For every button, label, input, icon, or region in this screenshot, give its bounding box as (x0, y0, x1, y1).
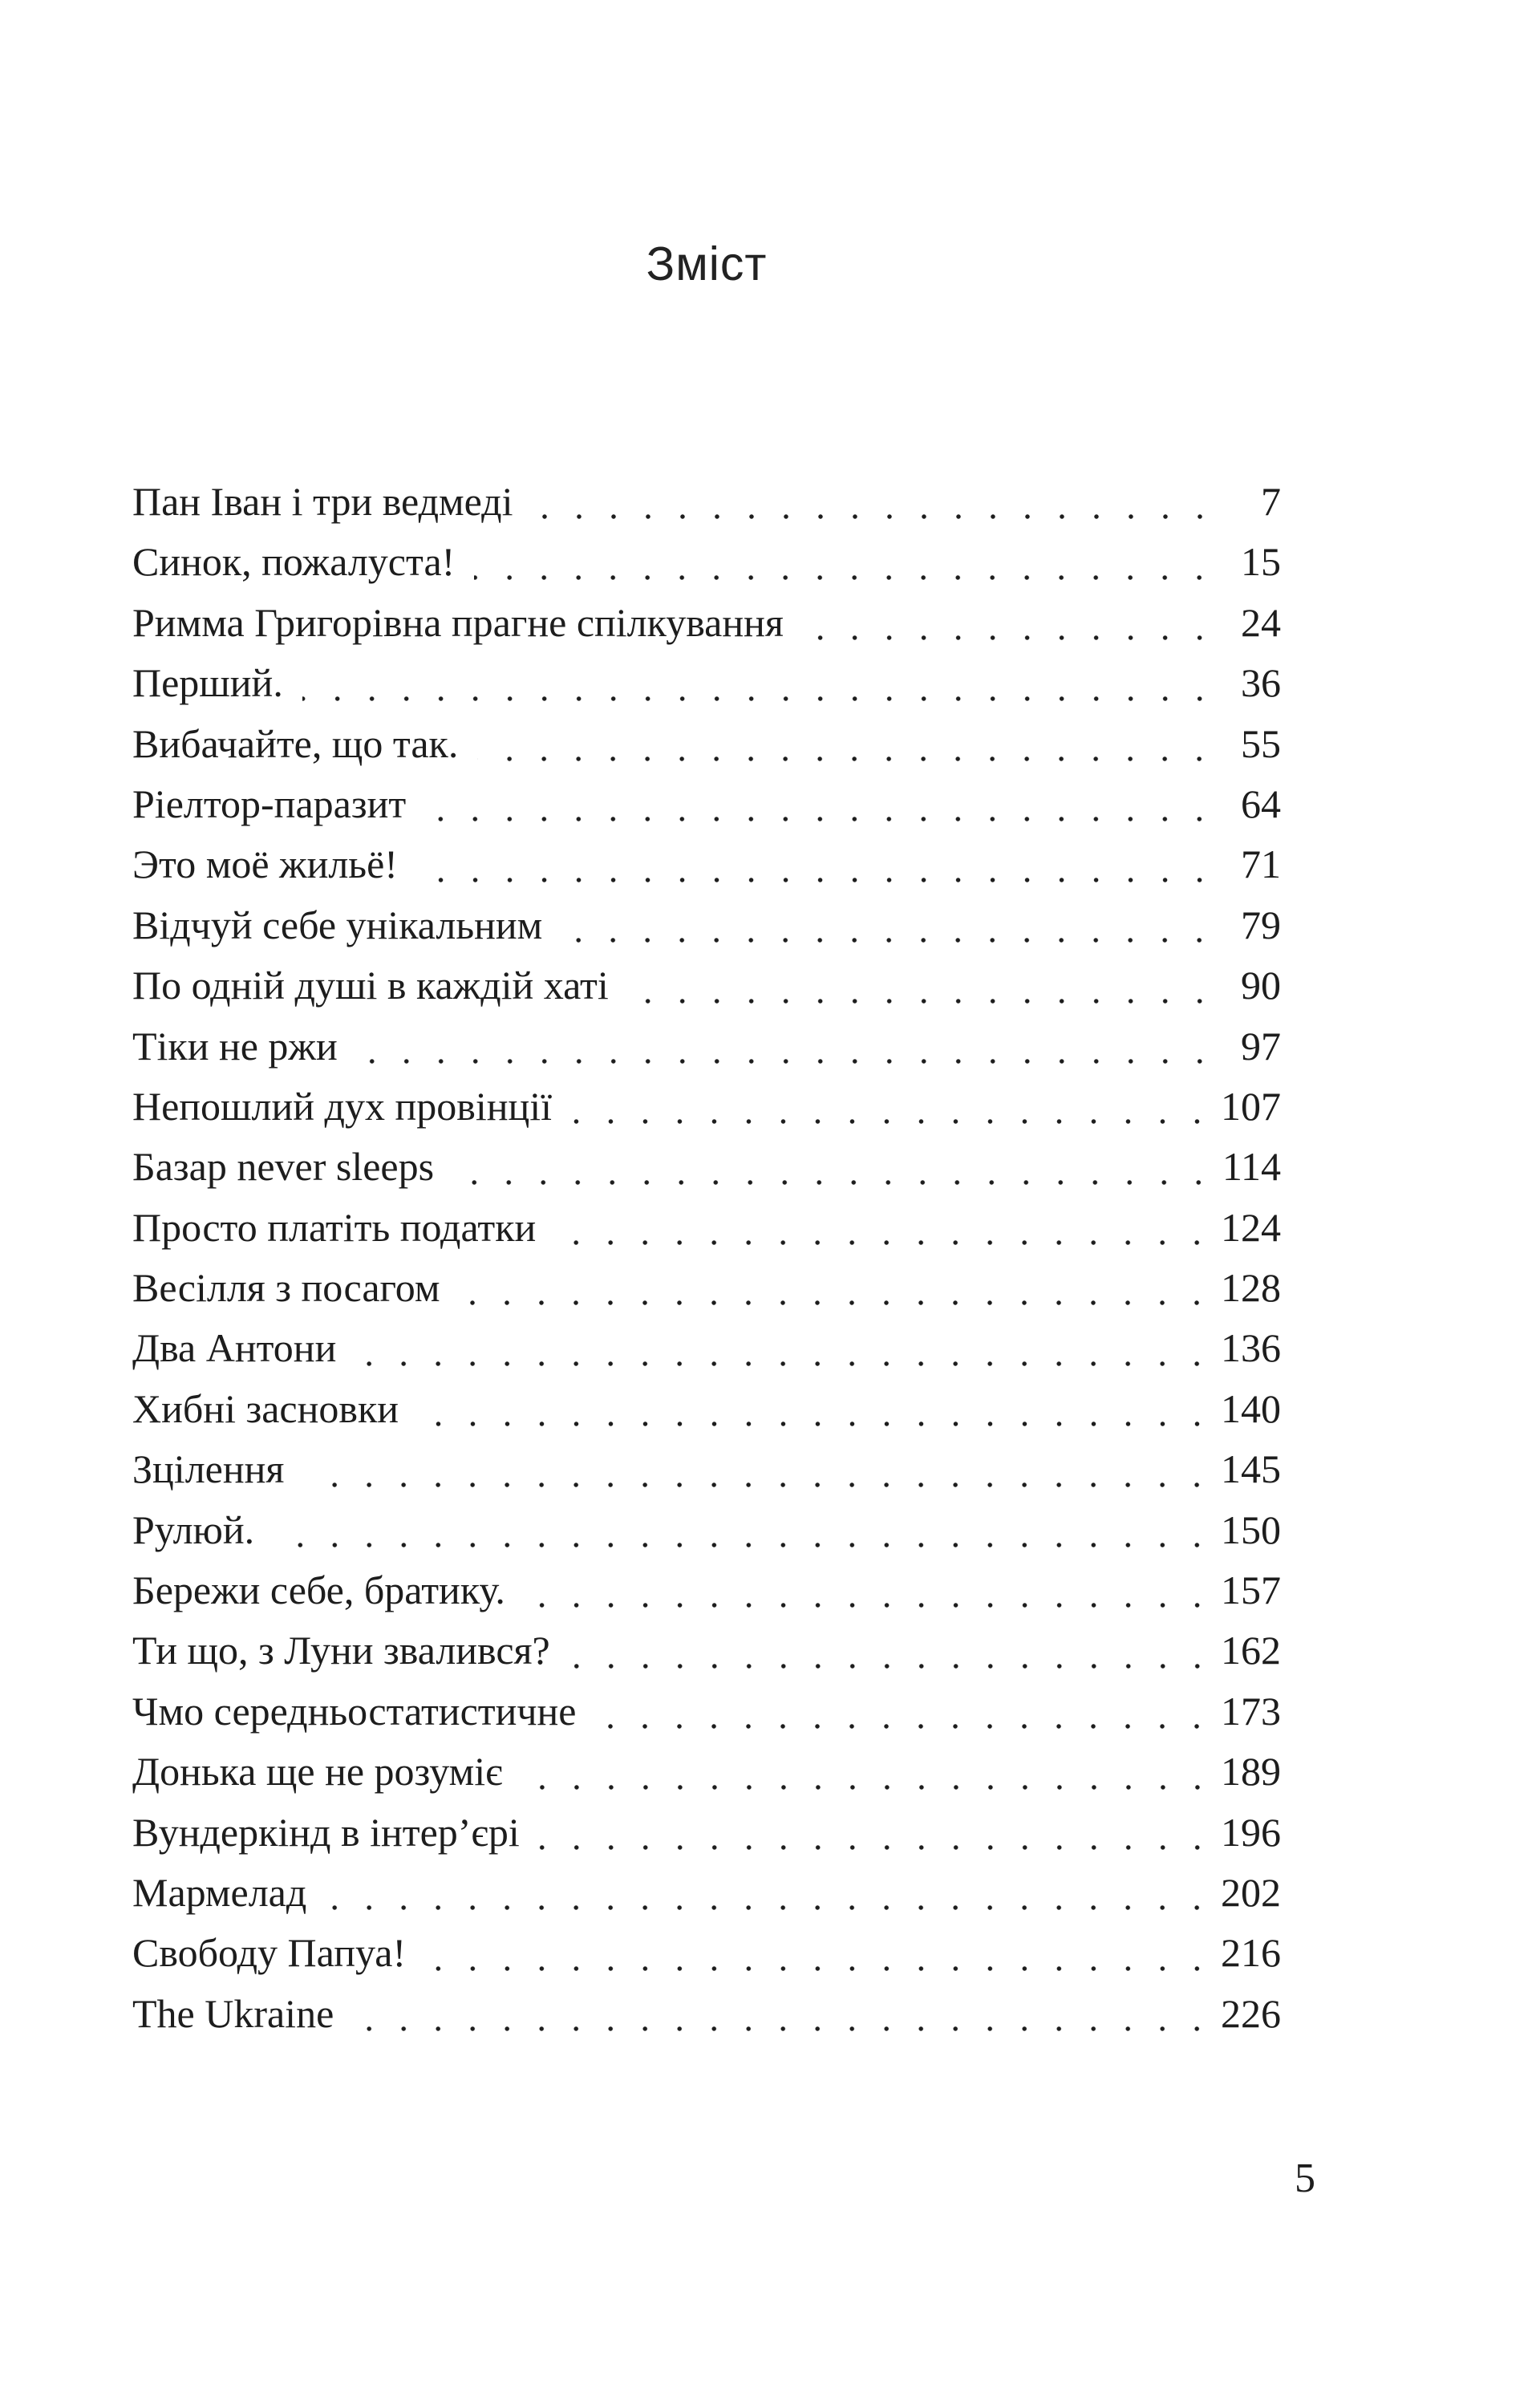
toc-entry (132, 895, 1281, 955)
page-title: Зміст (646, 237, 768, 290)
toc-entry-title: Відчуй себе унікальним (132, 902, 543, 947)
dot-leader (569, 1620, 1214, 1681)
toc-entry-title: Синок, пожалуста! (132, 539, 456, 585)
toc-entry (132, 1016, 1281, 1077)
toc-entry-page: 145 (1221, 1446, 1281, 1492)
toc-entry-page: 136 (1221, 1325, 1281, 1371)
dot-leader (525, 1560, 1214, 1620)
toc-entry-page: 97 (1241, 1023, 1281, 1069)
toc-entry (132, 1137, 1281, 1197)
toc-entry-page: 24 (1241, 599, 1281, 645)
toc-entry-title: Непошлий дух провінції (132, 1083, 553, 1129)
toc-entry (132, 593, 1281, 653)
toc-list (132, 472, 1281, 2044)
toc-entry-title: Чмо середньостатистичне (132, 1688, 577, 1734)
toc-entry-title: The Ukraine (132, 1990, 334, 2036)
toc-entry-title: Ти що, з Луни звалився? (132, 1628, 550, 1673)
dot-leader (425, 774, 1217, 834)
toc-entry (132, 1258, 1281, 1318)
toc-entry-title: Перший. (132, 660, 283, 706)
toc-entry-title: Донька ще не розуміє (132, 1749, 503, 1795)
toc-entry-title: Римма Григорівна прагне спілкування (132, 599, 784, 645)
toc-entry-page: 196 (1221, 1809, 1281, 1855)
toc-entry-page: 157 (1221, 1568, 1281, 1613)
dot-leader (355, 1318, 1214, 1378)
toc-entry-title: Рулюй. (132, 1507, 255, 1552)
toc-entry-page: 216 (1221, 1930, 1281, 1976)
toc-entry-title: Вундеркінд в інтер’єрі (132, 1809, 520, 1855)
dot-leader (418, 1379, 1214, 1439)
toc-entry (132, 714, 1281, 774)
toc-entry (132, 1803, 1281, 1863)
toc-entry-title: Это моё жильё! (132, 842, 398, 887)
toc-entry-page: 7 (1261, 479, 1281, 524)
toc-entry-title: Бережи себе, братику. (132, 1568, 505, 1613)
dot-leader (417, 834, 1217, 894)
footer-page-number: 5 (1295, 2156, 1315, 2201)
toc-entry-page: 189 (1221, 1749, 1281, 1795)
toc-entry-page: 202 (1221, 1869, 1281, 1915)
toc-entry-title: Два Антони (132, 1325, 337, 1371)
toc-entry (132, 1863, 1281, 1923)
toc-entry (132, 1742, 1281, 1802)
dot-leader (459, 1258, 1214, 1318)
toc-entry-title: Хибні засновки (132, 1385, 399, 1431)
book-page (132, 0, 1315, 2401)
toc-entry (132, 834, 1281, 894)
dot-leader (571, 1077, 1214, 1137)
dot-leader (539, 1803, 1214, 1863)
dot-leader (533, 472, 1217, 532)
toc-entry (132, 1984, 1281, 2044)
dot-leader (803, 593, 1217, 653)
toc-entry (132, 1318, 1281, 1378)
dot-leader (561, 895, 1217, 955)
toc-entry-page: 79 (1241, 902, 1281, 947)
toc-entry (132, 1560, 1281, 1620)
toc-entry (132, 955, 1281, 1016)
toc-entry-page: 226 (1221, 1990, 1281, 2036)
toc-entry (132, 1439, 1281, 1499)
dot-leader (453, 1137, 1216, 1197)
toc-entry-title: Просто платіть податки (132, 1204, 537, 1250)
toc-entry-page: 107 (1221, 1083, 1281, 1129)
toc-entry (132, 653, 1281, 713)
toc-entry (132, 1379, 1281, 1439)
toc-entry (132, 472, 1281, 532)
toc-entry-page: 114 (1222, 1144, 1281, 1190)
toc-entry-title: Свободу Папуа! (132, 1930, 407, 1976)
dot-leader (303, 1439, 1214, 1499)
toc-entry-page: 150 (1221, 1507, 1281, 1552)
dot-leader (274, 1500, 1214, 1560)
toc-entry-page: 173 (1221, 1688, 1281, 1734)
toc-entry (132, 532, 1281, 592)
toc-entry-page: 124 (1221, 1204, 1281, 1250)
dot-leader (477, 714, 1217, 774)
toc-entry-page: 90 (1241, 963, 1281, 1008)
dot-leader (357, 1016, 1217, 1077)
toc-entry-title: Базар never sleeps (132, 1144, 435, 1190)
dot-leader (555, 1198, 1214, 1258)
dot-leader (326, 1863, 1214, 1923)
toc-entry-title: Вибачайте, що так. (132, 720, 459, 766)
dot-leader (628, 955, 1217, 1016)
toc-entry-title: Тіки не ржи (132, 1023, 338, 1069)
toc-entry-page: 15 (1241, 539, 1281, 585)
toc-entry-title: Мармелад (132, 1869, 307, 1915)
toc-entry (132, 1500, 1281, 1560)
toc-entry-page: 128 (1221, 1265, 1281, 1311)
toc-entry-page: 140 (1221, 1385, 1281, 1431)
toc-entry-title: Пан Іван і три ведмеді (132, 479, 513, 524)
toc-entry (132, 1620, 1281, 1681)
dot-leader (302, 653, 1217, 713)
toc-entry-page: 162 (1221, 1628, 1281, 1673)
toc-entry (132, 1198, 1281, 1258)
toc-entry (132, 1077, 1281, 1137)
toc-entry-title: Весілля з посагом (132, 1265, 440, 1311)
toc-entry-page: 64 (1241, 781, 1281, 826)
toc-entry-title: Ріелтор-паразит (132, 781, 407, 826)
toc-entry-title: Зцілення (132, 1446, 285, 1492)
toc-entry (132, 1923, 1281, 1983)
toc-entry-page: 55 (1241, 720, 1281, 766)
toc-entry (132, 774, 1281, 834)
toc-entry-page: 36 (1241, 660, 1281, 706)
dot-leader (595, 1681, 1214, 1742)
toc-entry-title: По одній душі в каждій хаті (132, 963, 609, 1008)
dot-leader (425, 1923, 1214, 1983)
dot-leader (474, 532, 1217, 592)
dot-leader (522, 1742, 1214, 1802)
dot-leader (353, 1984, 1214, 2044)
toc-entry-page: 71 (1241, 842, 1281, 887)
toc-entry (132, 1681, 1281, 1742)
